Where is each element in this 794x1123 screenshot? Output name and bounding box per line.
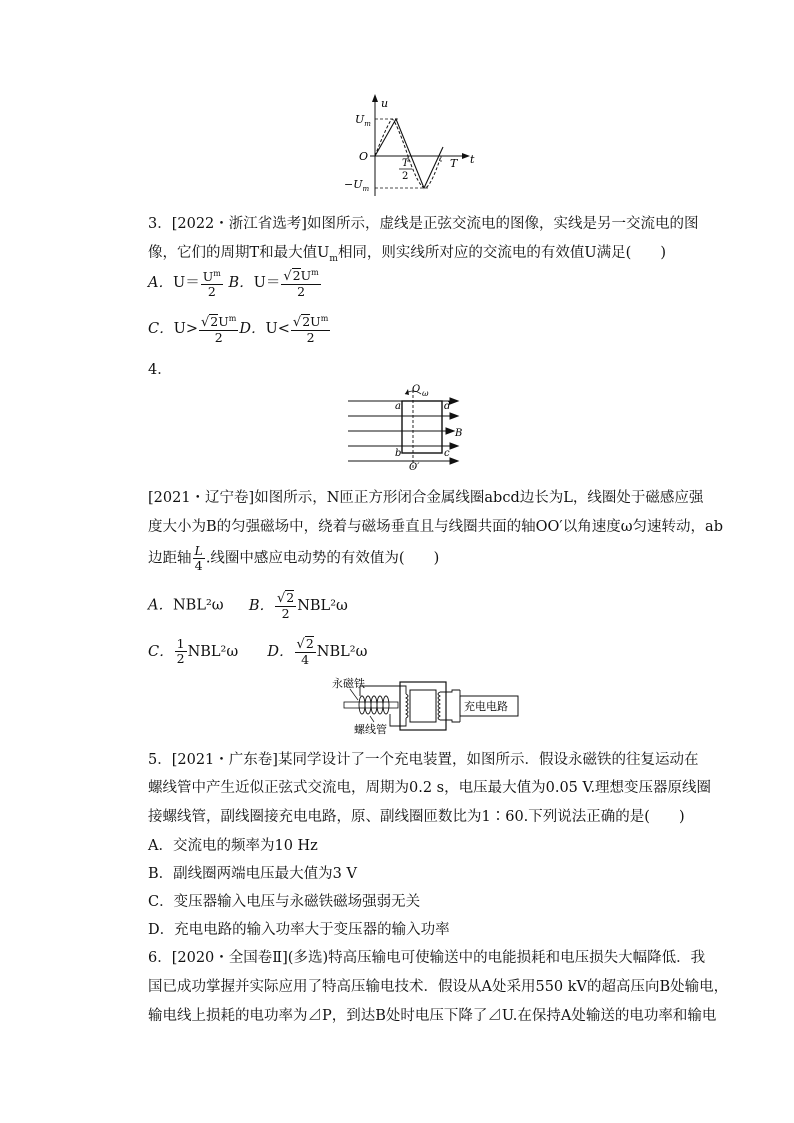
svg-text:充电电路: 充电电路 xyxy=(464,700,508,713)
q5-line1: 5．[2021・广东卷]某同学设计了一个充电装置，如图所示．假设永磁铁的往复运动在 xyxy=(148,752,699,768)
neg-um-label: $-U_m$ xyxy=(344,178,370,193)
svg-text:O′: O′ xyxy=(409,462,420,472)
q6-line3: 输电线上损耗的电功率为⊿P，到达B处时电压下降了⊿U.在保持A处输送的电功率和输电 xyxy=(148,1008,717,1024)
q5-line2: 螺线管中产生近似正弦式交流电，周期为0.2 s，电压最大值为0.05 V.理想变压器原线圈 xyxy=(148,780,712,796)
q5-line3: 接螺线管，副线圈接充电电路，原、副线圈匝数比为1∶60.下列说法正确的是( ) xyxy=(148,809,685,825)
half-t-den: 2 xyxy=(402,171,409,182)
svg-text:永磁铁: 永磁铁 xyxy=(332,677,365,690)
q5-option-c[interactable]: C．变压器输入电压与永磁铁磁场强弱无关 xyxy=(148,894,421,910)
t-axis-arrow xyxy=(462,153,470,159)
u-axis-arrow xyxy=(372,94,378,102)
um-label: $U_m$ xyxy=(355,113,371,128)
q3-options-cd xyxy=(148,312,331,345)
svg-text:b: b xyxy=(395,448,402,459)
q3-options-ab xyxy=(148,266,322,299)
t-label: T xyxy=(450,157,458,170)
q3-option-d[interactable]: D．U< $\frac{√2U^m}{2}$ xyxy=(239,314,329,346)
half-t-num: T xyxy=(402,158,409,169)
q5-option-a[interactable]: A．交流电的频率为10 Hz xyxy=(148,838,318,854)
q4-option-a[interactable]: A．NBL²ω xyxy=(148,597,224,614)
q4-number: 4． xyxy=(148,362,172,378)
svg-text:B: B xyxy=(455,428,463,439)
svg-text:O: O xyxy=(412,384,421,395)
u-axis-label: u xyxy=(381,97,389,110)
svg-text:c: c xyxy=(444,448,450,459)
waveform-figure xyxy=(336,92,486,200)
svg-text:d: d xyxy=(444,401,451,412)
q3-option-b[interactable]: B．U＝ $\frac{√2U^m}{2}$ xyxy=(228,268,319,300)
t-axis-label: t xyxy=(470,153,475,166)
q5-option-b[interactable]: B．副线圈两端电压最大值为3 V xyxy=(148,866,357,882)
svg-text:ω: ω xyxy=(422,389,429,398)
q3-stem-line2: 像，它们的周期T和最大值$U_m$相同，则实线所对应的交流电的有效值U满足( ) xyxy=(148,245,666,264)
q4-option-b[interactable]: B． $\frac{√2}{2}$ NBL²ω xyxy=(248,590,348,621)
q6-line1: 6．[2020・全国卷Ⅱ](多选)特高压输电可使输送中的电能损耗和电压损失大幅降低．我 xyxy=(148,950,706,966)
svg-text:a: a xyxy=(395,401,401,412)
q4-line2: 度大小为B的匀强磁场中，绕着与磁场垂直且与线圈共面的轴OO′以角速度ω匀速转动，ab xyxy=(148,519,723,535)
svg-text:螺线管: 螺线管 xyxy=(354,723,387,736)
q6-line2: 国已成功掌握并实际应用了特高压输电技术．假设从A处采用550 kV的超高压向B处输电， xyxy=(148,979,729,995)
q4-option-c[interactable]: C． $\frac{1}{2}$ NBL²ω xyxy=(148,636,239,666)
coil-figure xyxy=(342,384,466,472)
q4-option-d[interactable]: D． $\frac{√2}{4}$ NBL²ω xyxy=(267,636,368,667)
q4-options-ab xyxy=(148,590,348,621)
q4-line3: 边距轴 $\frac{L}{4}$ .线圈中感应电动势的有效值为( ) xyxy=(148,543,440,573)
q3-option-a[interactable]: A．U＝ $\frac{U^m}{2}$ xyxy=(148,268,221,299)
coil-square xyxy=(402,401,442,453)
origin-label: O xyxy=(359,150,369,163)
q5-option-d[interactable]: D．充电电路的输入功率大于变压器的输入功率 xyxy=(148,922,450,938)
q4-line1: [2021・辽宁卷]如图所示，N匝正方形闭合金属线圈abcd边长为L，线圈处于磁感应强 xyxy=(148,490,704,506)
charger-figure xyxy=(330,676,520,738)
q4-options-cd xyxy=(148,636,367,667)
q3-option-c[interactable]: C．U> $\frac{√2U^m}{2}$ xyxy=(148,314,237,346)
q3-stem-line1: 3．[2022・浙江省选考]如图所示，虚线是正弦交流电的图像，实线是另一交流电的图 xyxy=(148,216,699,232)
